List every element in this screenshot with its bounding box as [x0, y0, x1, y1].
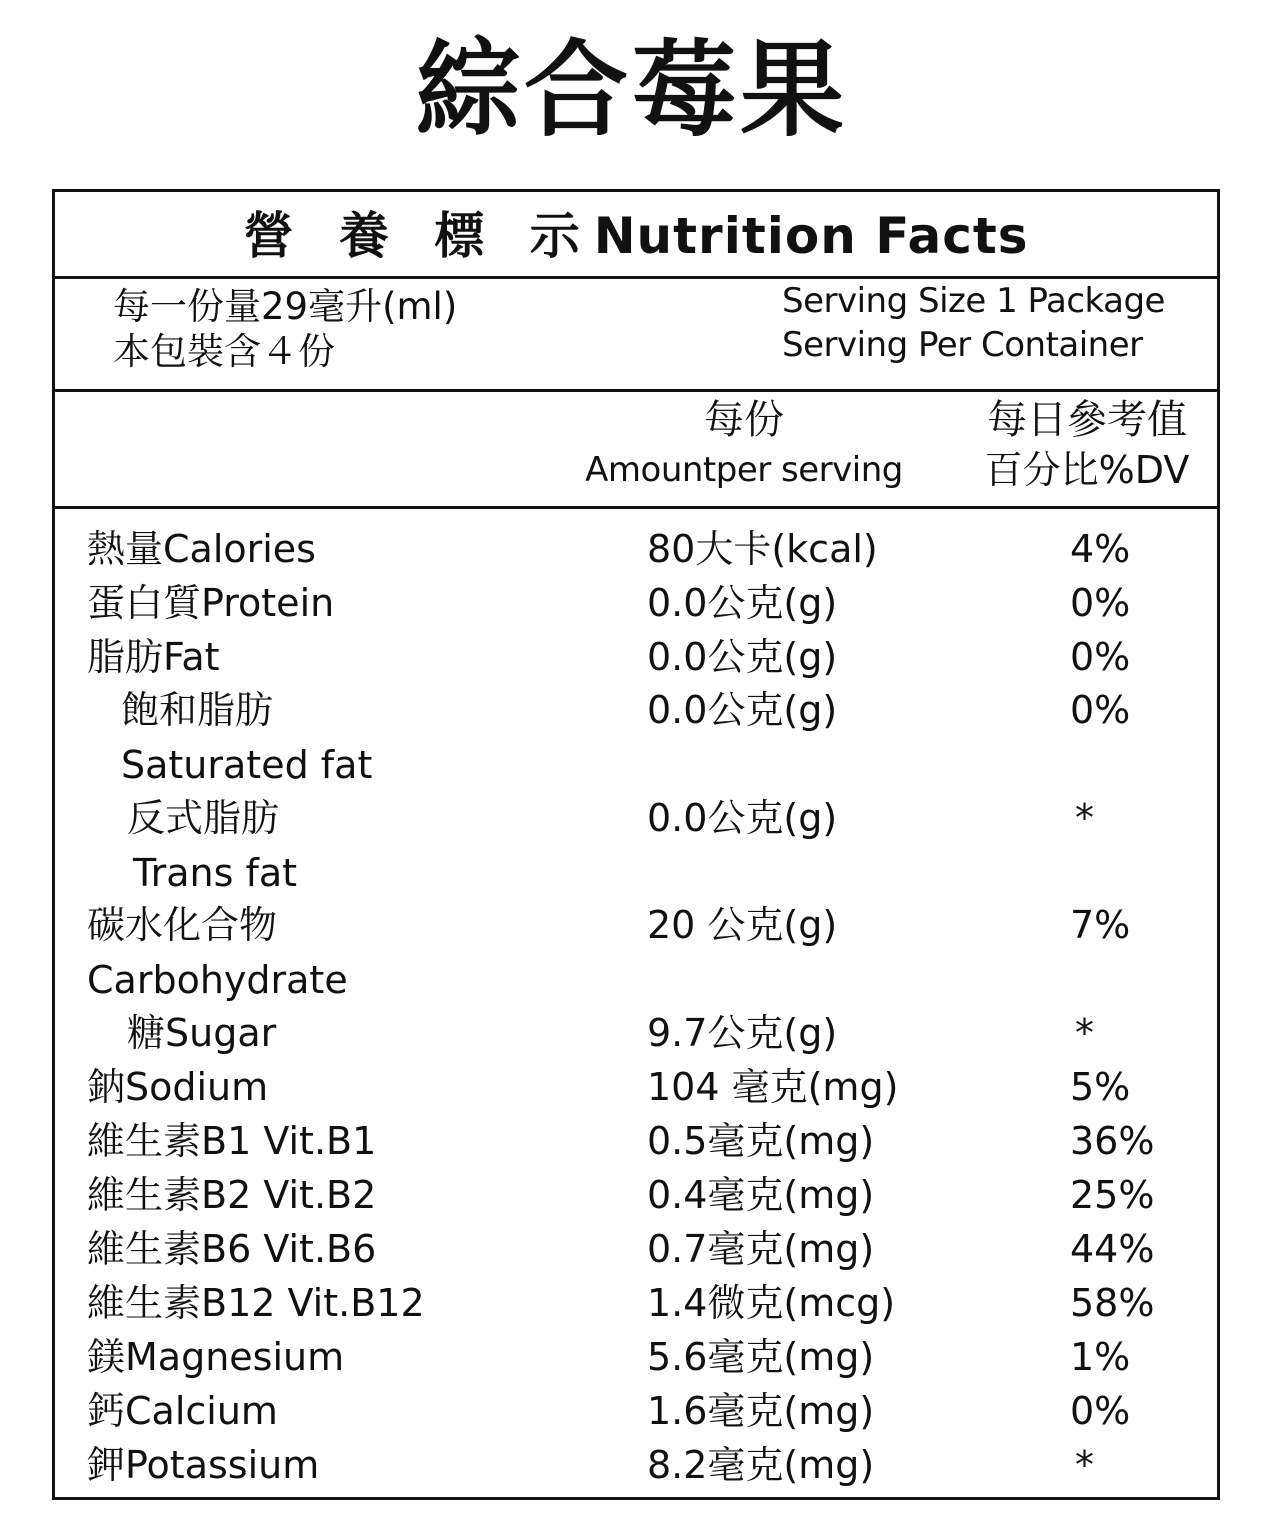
amount-header-zh: 每份 — [704, 397, 784, 443]
nutrient-row — [55, 898, 1217, 952]
nutrient-amount: 0.0公克(g) — [647, 688, 838, 732]
nutrient-daily-value: 5% — [1070, 1065, 1131, 1109]
product-title: 綜合莓果 — [415, 29, 848, 151]
nutrient-row — [55, 1276, 1217, 1330]
daily-value-header-zh: 每日參考值 — [987, 397, 1187, 443]
nutrient-row — [55, 1330, 1217, 1384]
nutrient-name: 鈉Sodium — [87, 1065, 269, 1109]
daily-value-header-en: 百分比%DV — [984, 448, 1190, 492]
serving-size-en: Serving Size 1 Package — [782, 281, 1165, 321]
nutrient-row — [55, 953, 1217, 1007]
nutrient-daily-value: 25% — [1070, 1173, 1155, 1217]
serving-info — [55, 279, 1217, 392]
nutrient-name: Carbohydrate — [87, 958, 348, 1002]
nutrient-row — [55, 1114, 1217, 1168]
nutrient-amount: 5.6毫克(mg) — [647, 1335, 875, 1379]
nutrient-name: 維生素B1 Vit.B1 — [87, 1119, 377, 1163]
nutrient-daily-value: 44% — [1070, 1227, 1155, 1271]
nutrient-amount: 9.7公克(g) — [647, 1011, 838, 1055]
nutrient-name: 蛋白質Protein — [87, 581, 335, 625]
nutrient-row — [55, 630, 1217, 684]
nutrient-amount: 0.5毫克(mg) — [647, 1119, 875, 1163]
nutrient-row — [55, 1222, 1217, 1276]
nutrient-row — [55, 738, 1217, 792]
column-headers — [55, 392, 1217, 509]
nutrient-daily-value: 0% — [1070, 1389, 1131, 1433]
nutrient-row — [55, 576, 1217, 630]
nutrient-name: 鉀Potassium — [87, 1443, 320, 1487]
nutrient-name: 糖Sugar — [127, 1011, 277, 1055]
nutrient-row — [55, 1438, 1217, 1492]
nutrient-name: Trans fat — [133, 851, 298, 895]
nutrient-amount: 1.4微克(mcg) — [647, 1281, 896, 1325]
servings-per-container-en: Serving Per Container — [782, 325, 1143, 365]
nutrient-row — [55, 683, 1217, 737]
nutrient-name: 維生素B2 Vit.B2 — [87, 1173, 377, 1217]
nutrient-amount: 0.0公克(g) — [647, 581, 838, 625]
nutrient-row — [55, 1060, 1217, 1114]
nutrient-daily-value: 4% — [1070, 527, 1131, 571]
nutrient-row — [55, 1006, 1217, 1060]
nutrient-name: 熱量Calories — [87, 527, 316, 571]
nutrient-name: 飽和脂肪 — [121, 688, 274, 732]
header-title-zh: 營 養 標 示 — [243, 207, 594, 265]
nutrient-amount: 0.4毫克(mg) — [647, 1173, 875, 1217]
nutrient-row — [55, 791, 1217, 845]
nutrient-name: Saturated fat — [121, 743, 373, 787]
nutrient-name: 維生素B6 Vit.B6 — [87, 1227, 377, 1271]
serving-size-zh: 每一份量29毫升(ml) — [113, 285, 458, 328]
nutrient-name: 脂肪Fat — [87, 635, 220, 679]
nutrient-daily-value: 36% — [1070, 1119, 1155, 1163]
nutrient-row — [55, 1384, 1217, 1438]
nutrient-name: 碳水化合物 — [87, 903, 278, 947]
nutrient-name: 鈣Calcium — [87, 1389, 278, 1433]
nutrient-amount: 1.6毫克(mg) — [647, 1389, 875, 1433]
nutrient-daily-value: * — [1075, 1011, 1094, 1055]
nutrient-row — [55, 522, 1217, 576]
nutrient-daily-value: * — [1075, 1443, 1094, 1487]
nutrient-daily-value: 0% — [1070, 581, 1131, 625]
servings-per-container-zh: 本包裝含４份 — [113, 330, 335, 373]
nutrient-amount: 0.0公克(g) — [647, 635, 838, 679]
header-title-en: Nutrition Facts — [593, 207, 1029, 265]
nutrition-facts-panel — [52, 189, 1220, 1500]
nutrient-amount: 0.7毫克(mg) — [647, 1227, 875, 1271]
nutrient-daily-value: 7% — [1070, 903, 1131, 947]
nutrient-name: 鎂Magnesium — [87, 1335, 345, 1379]
nutrient-amount: 0.0公克(g) — [647, 796, 838, 840]
amount-header-en: Amountper serving — [585, 450, 903, 490]
nutrient-daily-value: * — [1075, 796, 1094, 840]
nutrient-amount: 8.2毫克(mg) — [647, 1443, 875, 1487]
nutrient-row — [55, 1168, 1217, 1222]
nutrient-daily-value: 0% — [1070, 688, 1131, 732]
nutrient-daily-value: 0% — [1070, 635, 1131, 679]
nutrient-name: 維生素B12 Vit.B12 — [87, 1281, 425, 1325]
nutrient-row — [55, 846, 1217, 900]
nutrient-name: 反式脂肪 — [127, 796, 280, 840]
nutrition-facts-header — [55, 192, 1217, 279]
nutrient-amount: 80大卡(kcal) — [647, 527, 878, 571]
nutrient-daily-value: 58% — [1070, 1281, 1155, 1325]
nutrient-amount: 104 毫克(mg) — [647, 1065, 899, 1109]
nutrient-amount: 20 公克(g) — [647, 903, 838, 947]
nutrient-daily-value: 1% — [1070, 1335, 1131, 1379]
